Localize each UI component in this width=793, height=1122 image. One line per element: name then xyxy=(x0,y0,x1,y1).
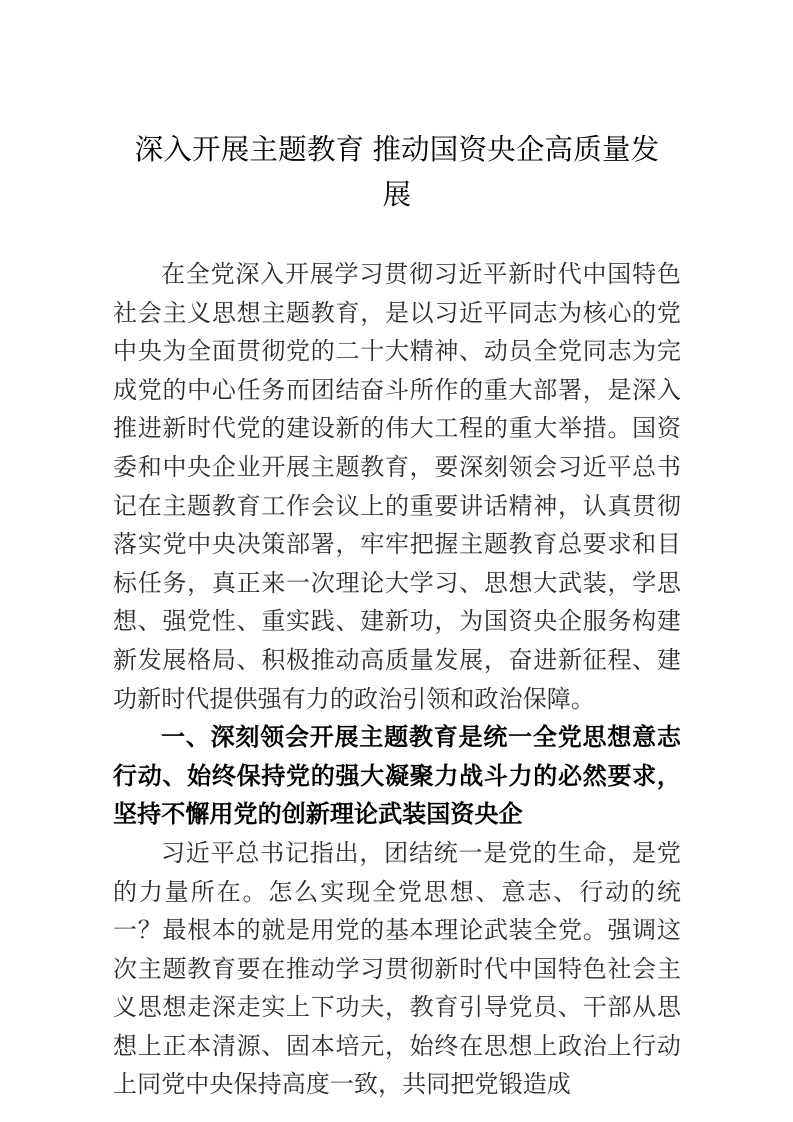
page-title-line-1: 深入开展主题教育 推动国资央企高质量发 xyxy=(134,134,660,166)
section-heading-1: 一、深刻领会开展主题教育是统一全党思想意志行动、始终保持党的强大凝聚力战斗力的必然要求，坚持不懈用党的创新理论武装国资央企 xyxy=(113,724,681,829)
document-content xyxy=(113,0,681,1105)
body-paragraph-2: 习近平总书记指出，团结统一是党的生命，是党的力量所在。怎么实现全党思想、意志、行动的统一？最根本的就是用党的基本理论武装全党。强调这次主题教育要在推动学习贯彻新时代中国特色社会主义思想走深走实上下功夫，教育引导党员、干部从思想上正本清源、固本培元，始终在思想上政治上行动上同党中央保持高度一致，共同把党锻造成 xyxy=(113,840,681,1099)
body-paragraph-1: 在全党深入开展学习贯彻习近平新时代中国特色社会主义思想主题教育，是以习近平同志为核心的党中央为全面贯彻党的二十大精神、动员全党同志为完成党的中心任务而团结奋斗所作的重大部署，是深入推进新时代党的建设新的伟大工程的重大举措。国资委和中央企业开展主题教育，要深刻领会习近平总书记在主题教育工作会议上的重要讲话精神，认真贯彻落实党中央决策部署，牢牢把握主题教育总要求和目标任务，真正来一次理论大学习、思想大武装，学思想、强党性、重实践、建新功，为国资央企服务构建新发展格局、积极推动高质量发展，奋进新征程、建功新时代提供强有力的政治引领和政治保障。 xyxy=(113,262,681,713)
page-title xyxy=(113,0,681,218)
page-title-line-2: 展 xyxy=(382,179,412,211)
